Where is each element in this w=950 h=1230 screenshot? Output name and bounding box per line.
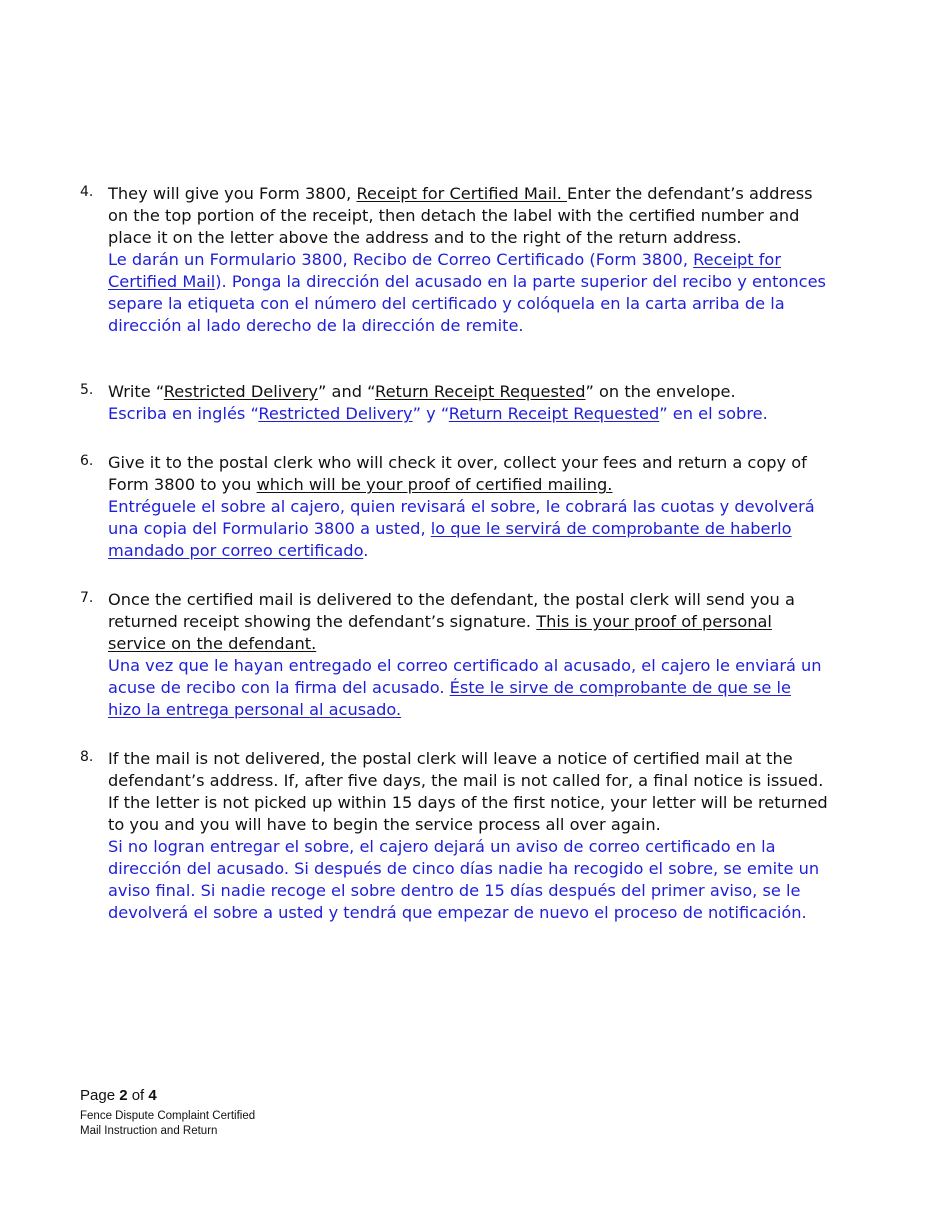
text-run: If the mail is not delivered, the postal clerk will leave a notice of certified mail at the defendant’s address. If, after five days, the mail is not called for, a final notice is issued. If the letter is not picked up within 15 days of the first notice, your letter will be returned to you and you will have to begin the service process all over again. <box>108 749 828 834</box>
page-number: Page 2 of 4 <box>80 1087 157 1104</box>
english-text <box>108 381 828 403</box>
item-body <box>108 452 828 562</box>
underlined-text: This is your proof of personal service on the <box>108 612 772 653</box>
english-text <box>108 748 828 836</box>
text-run: Write “ <box>108 382 164 401</box>
item-body <box>108 589 828 721</box>
underlined-text: correo certificado <box>221 541 364 560</box>
underlined-text: defendant. <box>228 634 317 653</box>
underlined-text: Restricted Delivery <box>258 404 413 423</box>
spanish-text <box>108 403 828 425</box>
item-body <box>108 748 828 924</box>
spanish-text <box>108 249 828 337</box>
document-title: Fence Dispute Complaint Certified <box>80 1110 256 1122</box>
underlined-text: Return Receipt Requested <box>375 382 586 401</box>
text-run: . <box>363 541 369 560</box>
item-number: 5. <box>80 382 94 398</box>
english-text <box>108 183 828 249</box>
underlined-text: which will be your proof of certified mailing. <box>256 475 613 494</box>
item-number: 4. <box>80 184 94 200</box>
item-number: 7. <box>80 590 94 606</box>
item-number: 6. <box>80 453 94 469</box>
item-body <box>108 183 828 337</box>
text-run: Le darán un Formulario 3800, Recibo de Correo Certificado (Form 3800, <box>108 250 694 269</box>
underlined-text: personal al acusado. <box>234 700 402 719</box>
text-run: ” on the envelope. <box>585 382 736 401</box>
page-footer <box>80 1087 255 1139</box>
item-body <box>108 381 828 425</box>
spanish-text <box>108 655 828 721</box>
underlined-text: Return Receipt Requested <box>448 404 660 423</box>
item-number: 8. <box>80 749 94 765</box>
text-run: ). Ponga la dirección del acusado en la parte superior del recibo y entonces separe la etiqueta con el número del certificado y colóquela en la carta arriba de la dirección al lado derecho de la dirección de remite. <box>108 272 826 335</box>
text-run: Entréguele el sobre al cajero, quien revisará el sobre, le cobrará las cuotas y devolverá una copia del Formulario 3800 a usted, <box>108 497 815 538</box>
underlined-text: Receipt for Certified Mail <box>108 250 781 291</box>
english-text <box>108 589 828 655</box>
english-text <box>108 452 828 496</box>
text-run: Una vez que le hayan entregado el correo certificado al acusado, el cajero le enviará un acuse de recibo con la firma del acusado. <box>108 656 822 697</box>
text-run: Si no logran entregar el sobre, el cajero dejará un aviso de correo certificado en la dirección del acusado. Si después de cinco días nadie ha recogido el sobre, se emite un aviso final. Si nadie recoge el sobre dentro de 15 días después del primer aviso, se le devolverá el sobre a usted y tendrá que empezar de nuevo el proceso de notificación. <box>108 837 820 922</box>
text-run: ” en el sobre. <box>659 404 768 423</box>
document-title: Mail Instruction and Return <box>80 1125 218 1137</box>
text-run: They will give you Form 3800, <box>108 184 357 203</box>
text-run: Give it to the postal clerk who will check it over, collect your fees and return a copy of Form 3800 to you <box>108 453 807 494</box>
underlined-text: Restricted Delivery <box>163 382 319 401</box>
text-run: Once the certified mail is delivered to the defendant, the postal clerk will send you a returned receipt showing the defendant’s signature. <box>108 590 795 631</box>
spanish-text <box>108 836 828 924</box>
text-run: Escriba en inglés “ <box>108 404 259 423</box>
text-run: ” y “ <box>412 404 449 423</box>
underlined-text: Receipt for Certified Mail. <box>356 184 567 203</box>
spanish-text <box>108 496 828 562</box>
underlined-text: lo que le servirá de comprobante de haberlo mandado por <box>108 519 792 560</box>
underlined-text: Éste le sirve de comprobante de que se le hizo la entrega <box>108 678 791 719</box>
text-run: Enter the defendant’s address on the top portion of the receipt, then detach the label with the certified number and place it on the letter above the address and to the right of the return address. <box>108 184 813 247</box>
text-run: ” and “ <box>318 382 376 401</box>
